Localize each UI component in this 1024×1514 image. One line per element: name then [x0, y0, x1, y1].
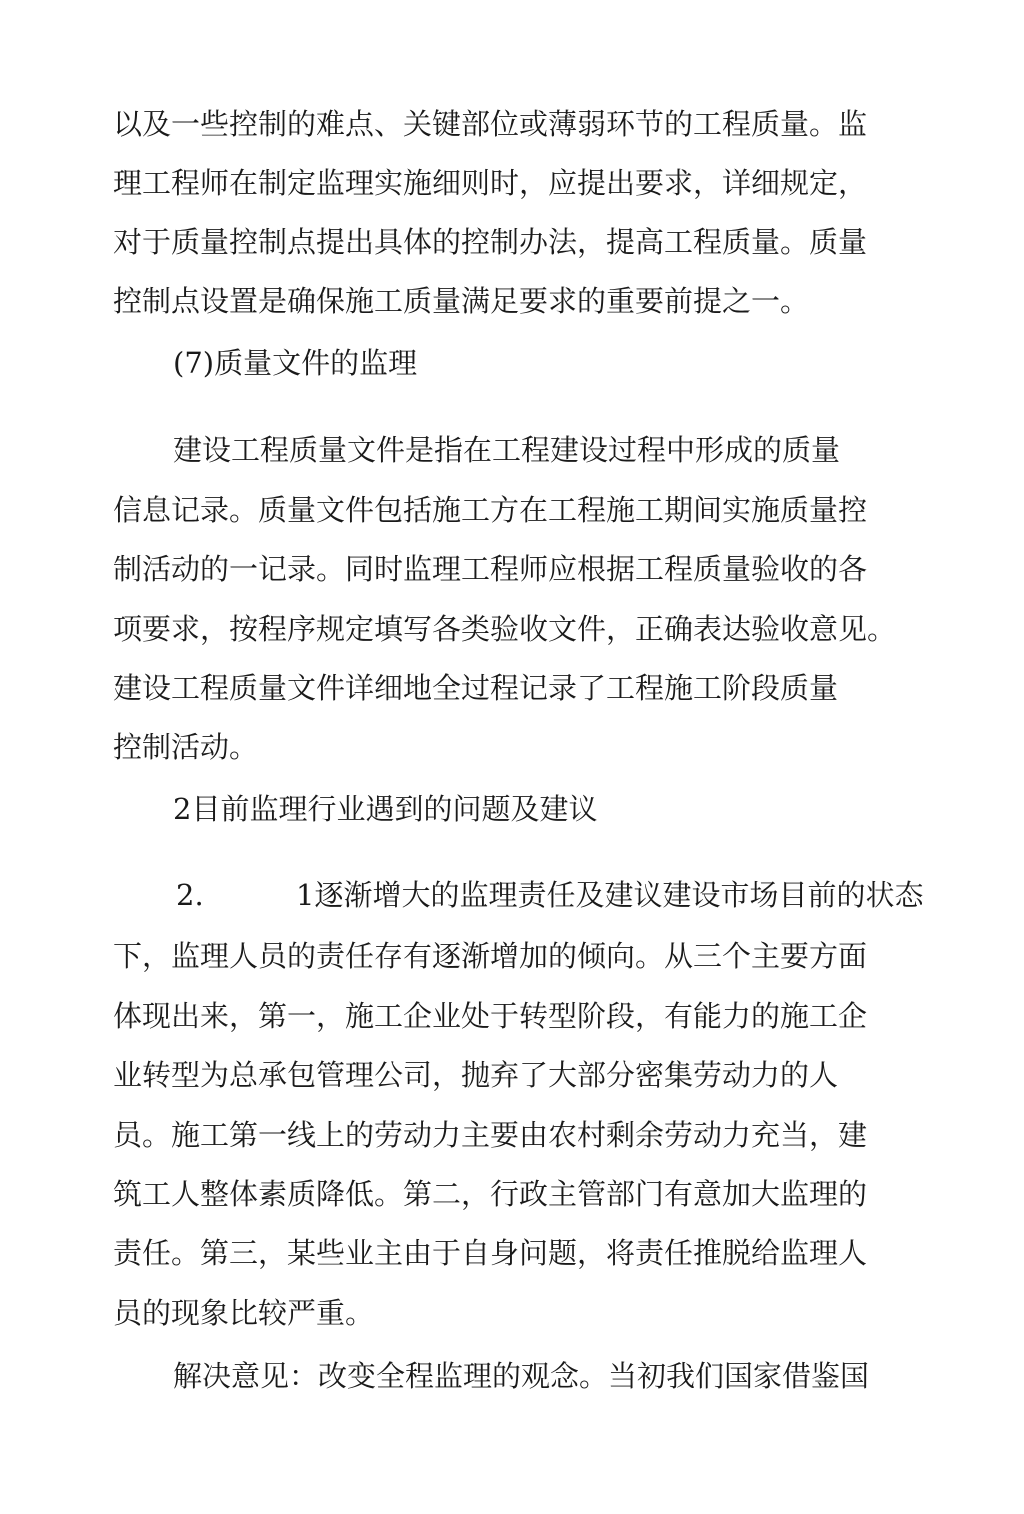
paragraph-line: 信息记录。质量文件包括施工方在工程施工期间实施质量控: [113, 493, 868, 527]
paragraph-line: 项要求，按程序规定填写各类验收文件，正确表达验收意见。: [113, 612, 897, 646]
paragraph-line: 建设工程质量文件详细地全过程记录了工程施工阶段质量: [113, 671, 839, 705]
paragraph-line: 下，监理人员的责任存有逐渐增加的倾向。从三个主要方面: [113, 939, 868, 973]
paragraph-line: 以及一些控制的难点、关键部位或薄弱环节的工程质量。监: [113, 107, 868, 141]
paragraph-line: 解决意见：改变全程监理的观念。当初我们国家借鉴国: [173, 1359, 870, 1393]
paragraph-line: 控制活动。: [113, 730, 259, 764]
paragraph-line: 业转型为总承包管理公司，抛弃了大部分密集劳动力的人: [113, 1058, 839, 1092]
paragraph-line: 员的现象比较严重。: [113, 1296, 375, 1330]
paragraph-line: 对于质量控制点提出具体的控制办法，提高工程质量。质量: [113, 225, 868, 259]
paragraph-line: 体现出来，第一，施工企业处于转型阶段，有能力的施工企: [113, 999, 868, 1033]
subsection-number: 2.: [176, 878, 204, 912]
paragraph-line: 理工程师在制定监理实施细则时，应提出要求，详细规定，: [113, 166, 868, 200]
paragraph-line: 员。施工第一线上的劳动力主要由农村剩余劳动力充当，建: [113, 1118, 868, 1152]
paragraph-line: 建设工程质量文件是指在工程建设过程中形成的质量: [173, 433, 841, 467]
paragraph-line: 制活动的一记录。同时监理工程师应根据工程质量验收的各: [113, 552, 868, 586]
paragraph-line: 责任。第三，某些业主由于自身问题，将责任推脱给监理人: [113, 1236, 868, 1270]
subsection-heading: 1逐渐增大的监理责任及建议建设市场目前的状态: [296, 878, 924, 912]
paragraph-line: 控制点设置是确保施工质量满足要求的重要前提之一。: [113, 284, 810, 318]
paragraph-line: 筑工人整体素质降低。第二，行政主管部门有意加大监理的: [113, 1177, 868, 1211]
section-heading: 2目前监理行业遇到的问题及建议: [173, 792, 598, 826]
section-heading: (7)质量文件的监理: [173, 346, 418, 380]
